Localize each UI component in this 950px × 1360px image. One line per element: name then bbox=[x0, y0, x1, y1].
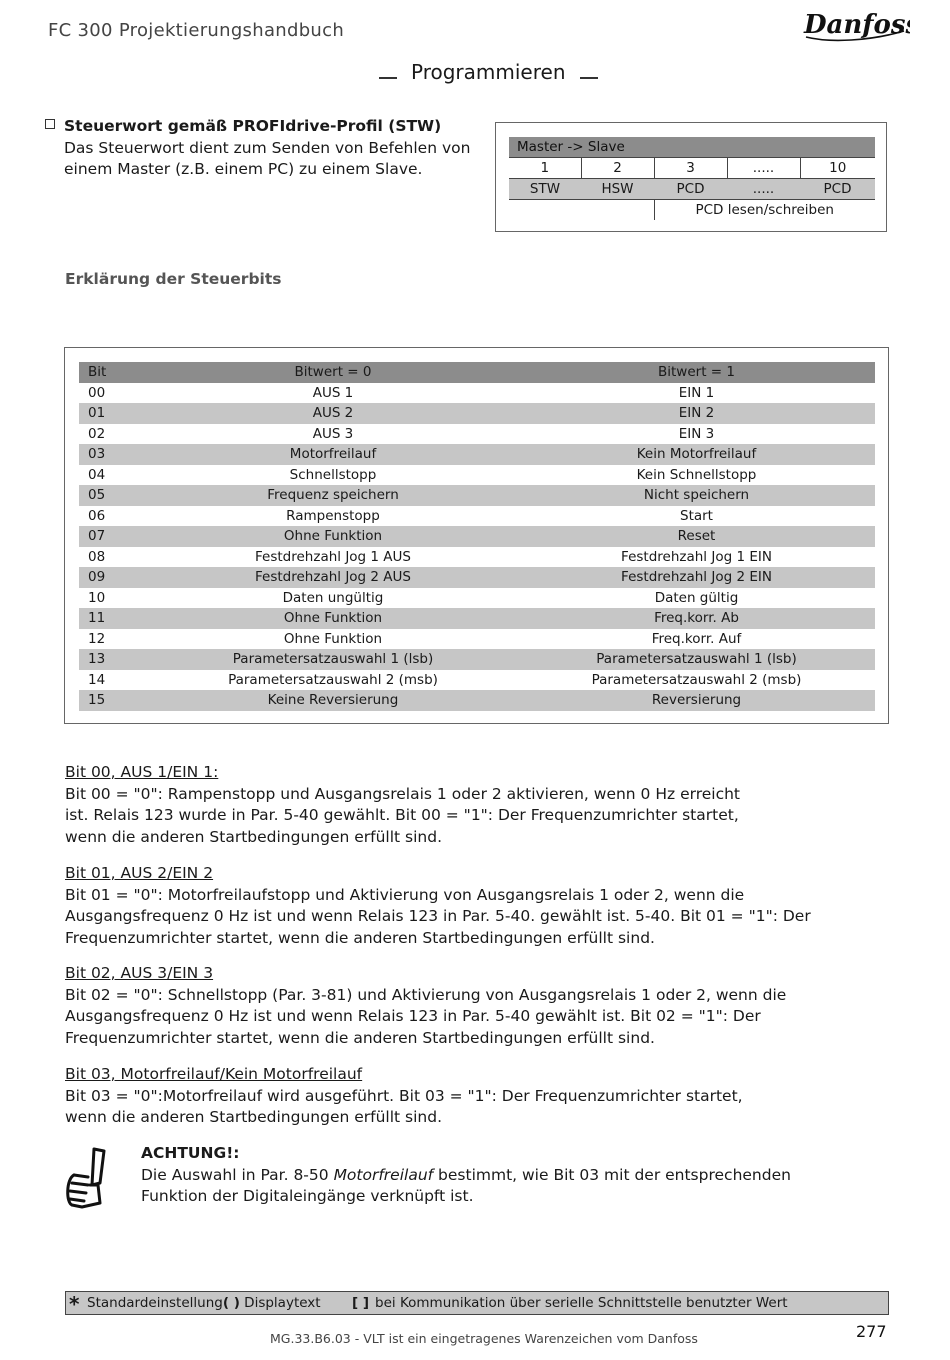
paragraph-line: Ausgangsfrequenz 0 Hz ist und wenn Relais 123 in Par. 5-40 gewählt ist. Bit 02 = "1": Der bbox=[65, 1007, 761, 1025]
paragraph-line: Bit 01 = "0": Motorfreilaufstopp und Aktivierung von Ausgangsrelais 1 oder 2, wenn die bbox=[65, 885, 745, 904]
bit-value-0-cell: AUS 2 bbox=[148, 403, 518, 424]
paragraph-heading: Bit 03, Motorfreilauf/Kein Motorfreilauf bbox=[65, 1065, 363, 1083]
warning-line: Die Auswahl in Par. 8-50 Motorfreilauf bestimmt, wie Bit 03 mit der entsprechenden bbox=[141, 1165, 791, 1184]
legend-paren-symbol: ( ) bbox=[222, 1295, 240, 1311]
word-number: ..... bbox=[727, 158, 800, 179]
table-row bbox=[79, 424, 875, 445]
bit-number-cell: 05 bbox=[79, 485, 148, 506]
paragraph-bit-02 bbox=[65, 963, 865, 1049]
bit-value-1-cell: EIN 3 bbox=[678, 425, 715, 442]
legend-serial-label: bei Kommunikation über serielle Schnittstelle benutzter Wert bbox=[375, 1295, 788, 1311]
column-header-value-1: Bitwert = 1 bbox=[518, 362, 875, 383]
word-abbrev: HSW bbox=[581, 179, 654, 200]
table-row bbox=[79, 649, 875, 670]
bit-value-1-cell: Parametersatzauswahl 2 (msb) bbox=[591, 671, 802, 688]
paragraph-heading: Bit 02, AUS 3/EIN 3 bbox=[65, 964, 214, 982]
bit-number-cell: 02 bbox=[88, 425, 106, 442]
legend-bar bbox=[65, 1291, 889, 1315]
table-row bbox=[79, 383, 875, 404]
paragraph-line: Bit 02 = "0": Schnellstopp (Par. 3-81) und Aktivierung von Ausgangsrelais 1 oder 2, wenn die bbox=[65, 985, 787, 1004]
bit-value-0-cell: Parametersatzauswahl 1 (lsb) bbox=[148, 649, 518, 670]
bit-value-1-cell: EIN 2 bbox=[518, 403, 875, 424]
table-row bbox=[79, 608, 875, 629]
table-row bbox=[79, 670, 875, 691]
bit-value-1-cell: Festdrehzahl Jog 1 EIN bbox=[621, 548, 772, 565]
paragraph-bit-01 bbox=[65, 863, 865, 949]
paragraph-line: ist. Relais 123 wurde in Par. 5-40 gewählt. Bit 00 = "1": Der Frequenzumrichter startet, bbox=[65, 806, 739, 824]
bit-value-0-cell: AUS 1 bbox=[312, 384, 354, 401]
pcd-label: PCD lesen/schreiben bbox=[654, 200, 875, 221]
bit-value-1-cell: Daten gültig bbox=[654, 589, 739, 606]
paragraph-heading: Bit 00, AUS 1/EIN 1: bbox=[65, 763, 219, 781]
word-number: 1 bbox=[509, 158, 581, 179]
bit-number-cell: 04 bbox=[88, 466, 106, 483]
bit-value-1-cell: Reversierung bbox=[518, 690, 875, 711]
section-heading: Erklärung der Steuerbits bbox=[65, 270, 282, 288]
paragraph-line: Bit 03 = "0":Motorfreilauf wird ausgeführt. Bit 03 = "1": Der Frequenzumrichter startet, bbox=[65, 1086, 743, 1105]
title-bar-right bbox=[580, 65, 598, 79]
paragraph-line: wenn die anderen Startbedingungen erfüllt sind. bbox=[65, 827, 443, 846]
checkbox-square-icon bbox=[45, 119, 55, 129]
bit-number-cell: 03 bbox=[79, 444, 148, 465]
bit-value-1-cell: Parametersatzauswahl 1 (lsb) bbox=[518, 649, 875, 670]
table-row bbox=[79, 629, 875, 650]
bit-number-cell: 14 bbox=[88, 671, 106, 688]
table-row bbox=[79, 465, 875, 486]
paragraph-bit-00 bbox=[65, 762, 865, 848]
bit-value-1-cell: Start bbox=[680, 507, 713, 524]
bit-number-cell: 07 bbox=[79, 526, 148, 547]
chapter-title-text: Programmieren bbox=[411, 60, 566, 84]
bit-value-0-cell: Daten ungültig bbox=[282, 589, 384, 606]
bit-value-0-cell: Ohne Funktion bbox=[283, 630, 383, 647]
bit-value-0-cell: Schnellstopp bbox=[289, 466, 377, 483]
bit-value-0-cell: Ohne Funktion bbox=[148, 608, 518, 629]
bit-number-cell: 00 bbox=[88, 384, 106, 401]
word-number: 3 bbox=[654, 158, 727, 179]
bit-number-cell: 06 bbox=[88, 507, 106, 524]
legend-default bbox=[87, 1293, 321, 1313]
logo-text: Danfoss bbox=[804, 10, 910, 40]
legend-bracket-symbol: [ ] bbox=[352, 1295, 370, 1311]
parameter-name: Motorfreilauf bbox=[333, 1165, 434, 1184]
table-row bbox=[79, 403, 875, 424]
bit-value-0-cell: Festdrehzahl Jog 2 AUS bbox=[148, 567, 518, 588]
bit-number-cell: 13 bbox=[79, 649, 148, 670]
word-number: 2 bbox=[581, 158, 654, 179]
bit-value-0-cell: Motorfreilauf bbox=[148, 444, 518, 465]
paragraph-line: Frequenzumrichter startet, wenn die anderen Startbedingungen erfüllt sind. bbox=[65, 1028, 655, 1047]
bit-number-cell: 11 bbox=[79, 608, 148, 629]
warning-hand-icon bbox=[64, 1145, 112, 1215]
column-header-bit: Bit bbox=[79, 362, 148, 383]
table-row bbox=[79, 547, 875, 568]
intro-block bbox=[45, 116, 475, 181]
intro-body: Das Steuerwort dient zum Senden von Befehlen von einem Master (z.B. einem PC) zu einem Slave. bbox=[64, 138, 471, 178]
warning-note bbox=[141, 1143, 841, 1208]
bit-number-cell: 09 bbox=[79, 567, 148, 588]
paragraph-line: Frequenzumrichter startet, wenn die anderen Startbedingungen erfüllt sind. bbox=[65, 928, 655, 947]
word-abbrev: STW bbox=[509, 179, 581, 200]
bit-number-cell: 01 bbox=[79, 403, 148, 424]
bit-value-0-cell: Festdrehzahl Jog 1 AUS bbox=[255, 548, 411, 565]
bit-value-1-cell: Kein Schnellstopp bbox=[636, 466, 757, 483]
danfoss-logo bbox=[800, 3, 910, 51]
word-abbrev: PCD bbox=[800, 179, 875, 200]
control-bits-box bbox=[64, 347, 889, 724]
bit-value-1-cell: Freq.korr. Auf bbox=[651, 630, 742, 647]
table-row bbox=[79, 485, 875, 506]
chapter-title bbox=[365, 60, 612, 84]
bit-value-1-cell: EIN 1 bbox=[678, 384, 715, 401]
control-bits-table bbox=[79, 362, 875, 711]
paragraph-line: wenn die anderen Startbedingungen erfüllt sind. bbox=[65, 1108, 443, 1126]
bit-value-0-cell: Frequenz speichern bbox=[148, 485, 518, 506]
paragraph-heading: Bit 01, AUS 2/EIN 2 bbox=[65, 864, 214, 882]
bit-value-1-cell: Nicht speichern bbox=[518, 485, 875, 506]
document-title: FC 300 Projektierungshandbuch bbox=[48, 20, 345, 41]
title-bar-left bbox=[379, 65, 397, 79]
page-number: 277 bbox=[856, 1322, 887, 1341]
bit-value-0-cell: AUS 3 bbox=[312, 425, 354, 442]
word-abbrev: PCD bbox=[654, 179, 727, 200]
table-row bbox=[79, 506, 875, 527]
intro-title: Steuerwort gemäß PROFIdrive-Profil (STW) bbox=[64, 117, 442, 135]
word-number: 10 bbox=[800, 158, 875, 179]
warning-title: ACHTUNG!: bbox=[141, 1144, 240, 1162]
legend-serial bbox=[352, 1293, 788, 1313]
bit-number-cell: 12 bbox=[88, 630, 106, 647]
bit-value-0-cell: Keine Reversierung bbox=[148, 690, 518, 711]
word-abbrev: ..... bbox=[727, 179, 800, 200]
bit-number-cell: 15 bbox=[79, 690, 148, 711]
warning-line: Funktion der Digitaleingänge verknüpft ist. bbox=[141, 1187, 474, 1205]
asterisk-icon: * bbox=[69, 1292, 80, 1316]
bit-value-0-cell: Ohne Funktion bbox=[148, 526, 518, 547]
legend-display-label: Displaytext bbox=[239, 1295, 321, 1311]
legend-default-label: Standardeinstellung bbox=[87, 1295, 223, 1311]
table-row bbox=[79, 567, 875, 588]
bit-value-0-cell: Rampenstopp bbox=[286, 507, 380, 524]
paragraph-bit-03 bbox=[65, 1064, 865, 1129]
footer-text: MG.33.B6.03 - VLT ist ein eingetragenes Warenzeichen vom Danfoss bbox=[270, 1331, 698, 1346]
bit-value-1-cell: Freq.korr. Ab bbox=[518, 608, 875, 629]
bit-number-cell: 10 bbox=[88, 589, 106, 606]
paragraph-line: Bit 00 = "0": Rampenstopp und Ausgangsrelais 1 oder 2 aktivieren, wenn 0 Hz erreicht bbox=[65, 784, 740, 803]
bit-value-0-cell: Parametersatzauswahl 2 (msb) bbox=[228, 671, 438, 688]
bit-value-1-cell: Kein Motorfreilauf bbox=[518, 444, 875, 465]
control-bits-rows bbox=[79, 383, 875, 711]
table-row bbox=[79, 588, 875, 609]
bit-value-1-cell: Reset bbox=[518, 526, 875, 547]
table-row bbox=[79, 444, 875, 465]
bit-value-1-cell: Festdrehzahl Jog 2 EIN bbox=[518, 567, 875, 588]
master-slave-header: Master -> Slave bbox=[509, 137, 875, 158]
master-slave-diagram bbox=[495, 122, 887, 232]
bit-number-cell: 08 bbox=[88, 548, 106, 565]
table-row bbox=[79, 690, 875, 711]
column-header-value-0: Bitwert = 0 bbox=[148, 362, 518, 383]
paragraph-line: Ausgangsfrequenz 0 Hz ist und wenn Relais 123 in Par. 5-40. gewählt ist. 5-40. Bit 01 = "1": Der bbox=[65, 907, 811, 925]
master-slave-table bbox=[509, 137, 875, 220]
table-row bbox=[79, 526, 875, 547]
